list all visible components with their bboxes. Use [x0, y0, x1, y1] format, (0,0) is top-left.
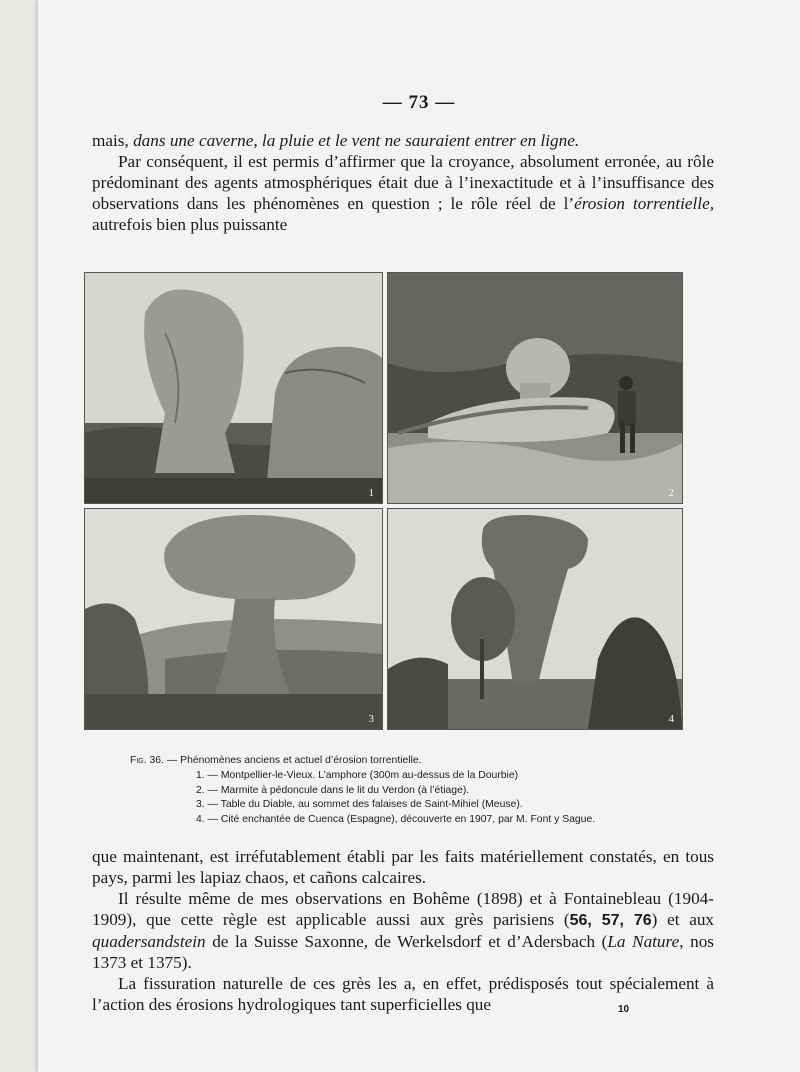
paragraph-2: [92, 151, 714, 235]
printer-signature: 10: [618, 1004, 630, 1015]
figure-label: Fig. 36.: [130, 755, 164, 766]
figure-caption: [130, 754, 690, 828]
page-number: — 73 —: [382, 92, 456, 113]
caption-item-2: 2. — Marmite à pédoncule dans le lit du Verdon (à l’étiage).: [196, 784, 470, 796]
italic-text: dans une caverne, la pluie et le vent ne sauraient entrer en ligne.: [133, 131, 580, 150]
figure-references: 56, 57, 76: [569, 912, 652, 929]
plate-number: 2: [668, 487, 674, 499]
text-span: , nos 1373 et 1375).: [92, 932, 714, 972]
figure-36: [84, 272, 684, 730]
plate-number: 3: [368, 713, 374, 725]
caption-item-3: 3. — Table du Diable, au sommet des falaises de Saint-Mihiel (Meuse).: [196, 799, 523, 811]
text-span: Il résulte même de mes observations en Bohême (1898) et à Fontainebleau (1904-1909), que cette règle est applicable aussi aux grès parisiens (: [92, 889, 714, 929]
caption-item-4: 4. — Cité enchantée de Cuenca (Espagne), découverte en 1907, par M. Font y Sague.: [196, 814, 596, 826]
plate-1-image: [84, 272, 383, 504]
text-span: , autrefois bien plus puissante: [92, 194, 714, 234]
paragraph-1: [92, 130, 714, 151]
paragraph-5: La fissuration naturelle de ces grès les a, en effet, prédisposés tout spécialement à l’action des érosions hydrologiques tant superficielles que: [92, 974, 714, 1014]
bottom-text-block: [92, 846, 714, 1015]
paragraph-3: que maintenant, est irréfutablement établi par les faits matériellement constatés, en tous pays, parmi les lapiaz chaos, et cañons calcaires.: [92, 847, 714, 887]
caption-title-text: — Phénomènes anciens et actuel d’érosion torrentielle.: [163, 755, 422, 766]
text-span: ) et aux: [651, 910, 715, 929]
plate-3-image: [84, 508, 383, 730]
italic-text: La Nature: [607, 932, 680, 951]
italic-text: quadersandstein: [92, 932, 206, 951]
italic-text: érosion torrentielle: [574, 194, 710, 213]
plate-number: 4: [668, 713, 674, 725]
caption-title: [130, 754, 690, 769]
text-span: mais,: [92, 131, 134, 150]
paragraph-4: [92, 888, 714, 973]
plate-2-image: [387, 272, 683, 504]
document-page: [38, 0, 800, 1072]
plate-4-image: [387, 508, 683, 730]
top-text-block: [92, 130, 714, 235]
text-span: Par conséquent, il est permis d’affirmer que la croyance, absolument erronée, au rôle prédominant des agents atmosphériques était due à l’inexactitude et à l’insuffisance des observations dans les phénomènes en question ; le rôle réel de l’: [92, 152, 714, 213]
text-span: de la Suisse Saxonne, de Werkelsdorf et d’Adersbach (: [205, 932, 608, 951]
caption-item-1: 1. — Montpellier-le-Vieux. L’amphore (300m au-dessus de la Dourbie): [196, 769, 519, 781]
plate-number: 1: [368, 487, 374, 499]
